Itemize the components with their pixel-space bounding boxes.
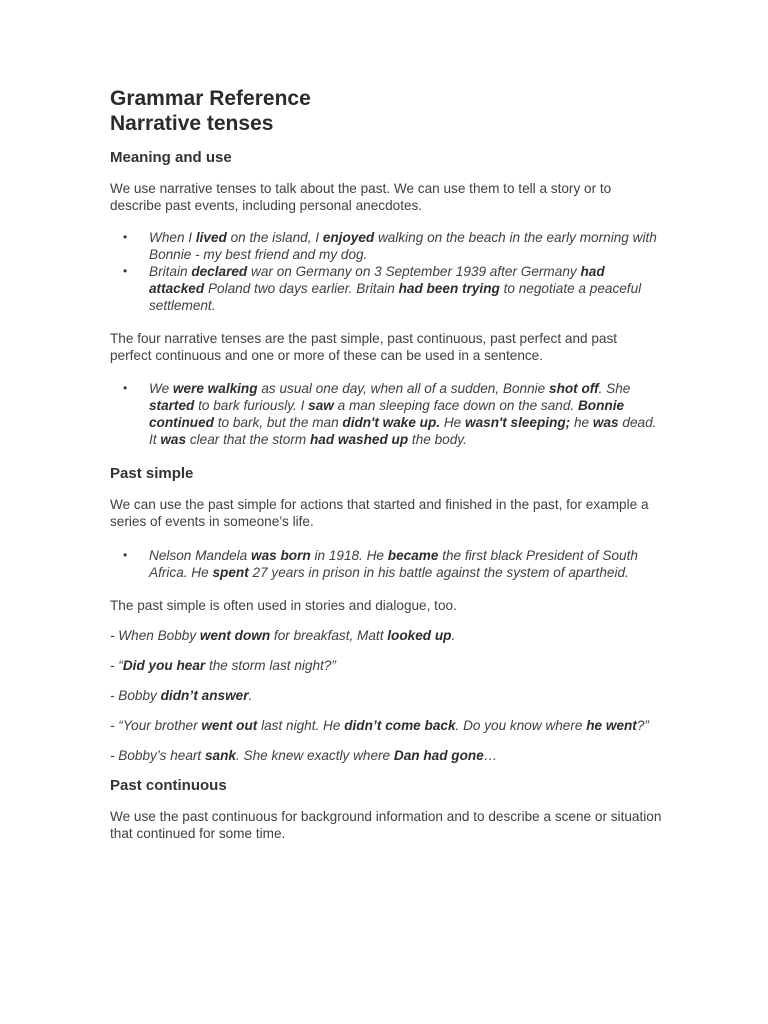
heading-meaning-and-use: Meaning and use — [110, 149, 232, 166]
example-text: We were walking as usual one day, when all of a sudden, Bonnie shot off. She started to bark furiously. I saw a man sleeping face down on the sand. Bonnie continued to bark, but the man didn't wake up. He wasn't sleeping; he was dead. It was clear that the storm had washed up the body. — [149, 381, 657, 447]
past-simple-dialogue-intro: The past simple is often used in stories and dialogue, too. — [110, 598, 457, 613]
list-item — [110, 380, 662, 448]
example-text: Nelson Mandela was born in 1918. He became the first black President of South Africa. He spent 27 years in prison in his battle against the system of apartheid. — [149, 548, 638, 580]
title-line-1: Grammar Reference — [110, 87, 311, 110]
bullet-icon: • — [123, 264, 128, 278]
meaning-intro: We use narrative tenses to talk about the past. We can use them to tell a story or to describe past events, including personal anecdotes. — [110, 181, 612, 213]
story-example-list — [110, 380, 662, 448]
document-body — [110, 86, 662, 842]
past-continuous-intro: We use the past continuous for background information and to describe a scene or situation that continued for some time. — [110, 809, 662, 841]
bullet-icon: • — [123, 381, 128, 395]
dialogue-line: - “Your brother went out last night. He didn’t come back. Do you know where he went?” — [110, 718, 649, 733]
dialogue-line: - “Did you hear the storm last night?” — [110, 658, 336, 673]
page-title — [110, 86, 662, 136]
list-item — [110, 547, 662, 581]
heading-past-continuous: Past continuous — [110, 777, 227, 794]
list-item — [110, 263, 662, 314]
dialogue-line: - When Bobby went down for breakfast, Matt looked up. — [110, 628, 456, 643]
past-simple-intro: We can use the past simple for actions that started and finished in the past, for example a series of events in someone’s life. — [110, 497, 649, 529]
dialogue-line: - Bobby’s heart sank. She knew exactly where Dan had gone… — [110, 748, 498, 763]
dialogue-line: - Bobby didn’t answer. — [110, 688, 253, 703]
bullet-icon: • — [123, 548, 128, 562]
example-text: When I lived on the island, I enjoyed walking on the beach in the early morning with Bonnie - my best friend and my dog. — [149, 230, 657, 262]
meaning-examples-list — [110, 229, 662, 314]
example-text: Britain declared war on Germany on 3 September 1939 after Germany had attacked Poland two days earlier. Britain had been trying to negotiate a peaceful settlement. — [149, 264, 642, 313]
past-simple-examples-list — [110, 547, 662, 581]
title-line-2: Narrative tenses — [110, 112, 274, 135]
bullet-icon: • — [123, 230, 128, 244]
list-item — [110, 229, 662, 263]
narrative-tenses-paragraph: The four narrative tenses are the past simple, past continuous, past perfect and past perfect continuous and one or more of these can be used in a sentence. — [110, 331, 618, 363]
heading-past-simple: Past simple — [110, 465, 194, 482]
